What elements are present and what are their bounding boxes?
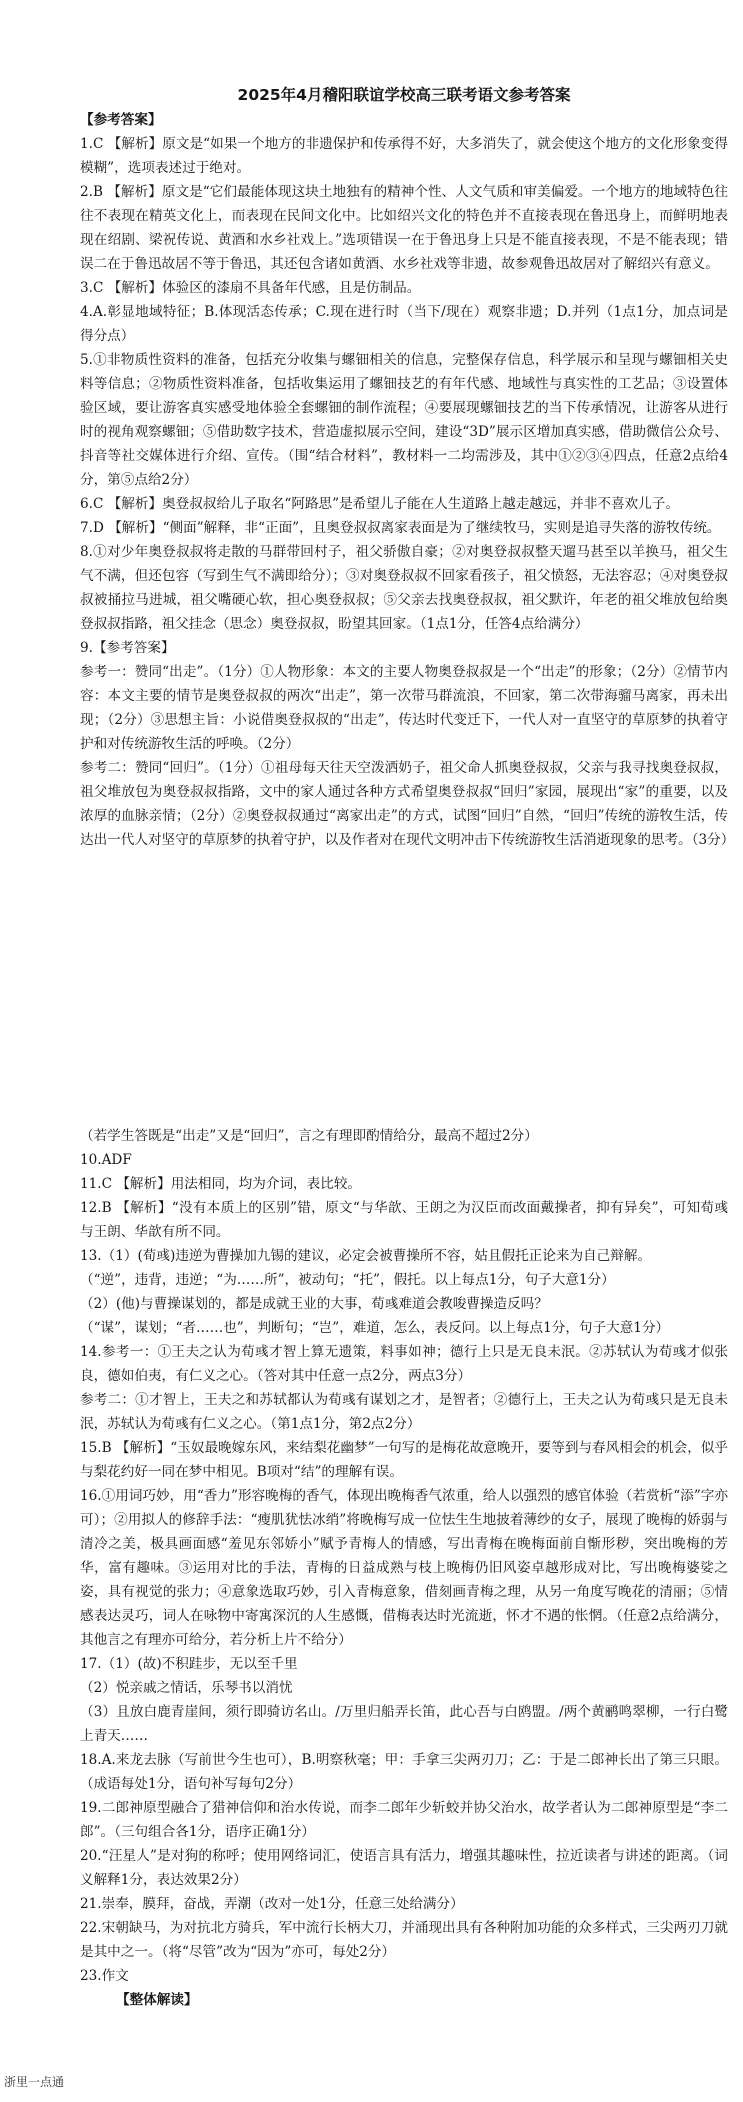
answer-paragraph: 10.ADF <box>80 1152 132 1168</box>
answer-paragraph: （2）(他)与曹操谋划的，都是成就王业的大事，荀彧难道会教唆曹操造反吗？ <box>80 1296 548 1312</box>
answer-paragraph: 11.C 【解析】用法相同，均为介词，表比较。 <box>80 1176 362 1192</box>
answer-paragraph: 8.①对少年奥登叔叔将走散的马群带回村子，祖父骄傲自豪；②对奥登叔叔整天遛马甚至以羊换马，祖父生气不满，但还包容（写到生气不满即给分）；③对奥登叔叔不回家看孩子，祖父愤怒，无法容忍；④对奥登叔叔被捅拉马进城，祖父嘴硬心软，担心奥登叔叔；⑤父亲去找奥登叔叔，祖父默许，年老的祖父堆放包给奥登叔叔指路，祖父挂念（思念）奥登叔叔，盼望其回家。（1点1分，任答4点给满分） <box>80 544 728 632</box>
answer-paragraph: 参考二：①才智上，王夫之和苏轼都认为荀彧有谋划之才，是智者；②德行上，王夫之认为荀彧只是无良未泯，苏轼认为荀彧有仁义之心。（第1点1分，第2点2分） <box>80 1392 728 1432</box>
answer-paragraph: 23.作文 <box>80 1968 129 1984</box>
answer-paragraph: 6.C 【解析】奥登叔叔给儿子取名“阿路思”是希望儿子能在人生道路上越走越远，并非不喜欢儿子。 <box>80 496 679 512</box>
answer-paragraph: 15.B 【解析】“玉奴最晚嫁东风，来结梨花幽梦”一句写的是梅花故意晚开，要等到与春风相会的机会，似乎与梨花约好一同在梦中相见。B项对“结”的理解有误。 <box>80 1440 728 1480</box>
answer-paragraph: 9.【参考答案】 <box>80 640 175 656</box>
answer-paragraph: 5.①非物质性资料的准备，包括充分收集与螺钿相关的信息，完整保存信息，科学展示和呈现与螺钿相关史料等信息；②物质性资料准备，包括收集运用了螺钿技艺的有年代感、地域性与真实性的工艺品；③设置体验区域，要让游客真实感受地体验全套螺钿的制作流程；④要展现螺钿技艺的当下传承情况，让游客从进行时的视角观察螺钿；⑤借助数字技术，营造虚拟展示空间，建设“3D”展示区增加真实感，借助微信公众号、抖音等社交媒体进行介绍、宣传。（围“结合材料”，教材料一二均需涉及，其中①②③④四点，任意2点给4分，第⑤点给2分） <box>80 352 728 488</box>
section-heading: 【整体解读】 <box>116 1992 198 2008</box>
answer-paragraph: （若学生答既是“出走”又是“回归”，言之有理即酌情给分，最高不超过2分） <box>80 1128 538 1144</box>
document-title: 2025年4月稽阳联谊学校高三联考语文参考答案 <box>237 86 571 104</box>
answer-paragraph: 13.（1）(荀彧)违逆为曹操加九锡的建议，必定会被曹操所不容，姑且假托正论来为自己辩解。 <box>80 1248 652 1264</box>
page-2 <box>80 1124 728 2012</box>
answer-paragraph: 20.“汪星人”是对狗的称呼；使用网络词汇，使语言具有活力，增强其趣味性，拉近读者与讲述的距离。（词义解释1分，表达效果2分） <box>80 1848 728 1888</box>
answer-paragraph: （3）且放白鹿青崖间，须行即骑访名山。/万里归船弄长笛，此心吾与白鸥盟。/两个黄鹂鸣翠柳，一行白鹭上青天…… <box>80 1704 728 1744</box>
answer-paragraph: （“谋”，谋划；“者……也”，判断句；“岂”，难道，怎么，表反问。以上每点1分，句子大意1分） <box>80 1320 670 1336</box>
answer-paragraph: 18.A.来龙去脉（写前世今生也可），B.明察秋毫；甲：手拿三尖两刃刀；乙：于是二郎神长出了第三只眼。（成语每处1分，语句补写每句2分） <box>80 1752 728 1792</box>
answer-paragraph: 3.C 【解析】体验区的漆扇不具备年代感，且是仿制品。 <box>80 280 421 296</box>
answer-paragraph: 19.二郎神原型融合了猎神信仰和治水传说，而李二郎年少斩蛟并协父治水，故学者认为二郎神原型是“李二郎”。（三句组合各1分，语序正确1分） <box>80 1800 728 1840</box>
answer-paragraph: 1.C 【解析】原文是“如果一个地方的非遗保护和传承得不好，大多消失了，就会使这个地方的文化形象变得模糊”，选项表述过于绝对。 <box>80 136 728 176</box>
answer-paragraph: （2）悦亲戚之情话，乐琴书以消忧 <box>80 1680 293 1696</box>
answer-paragraph: 14.参考一：①王夫之认为荀彧才智上算无遗策，料事如神；德行上只是无良未泯。②苏轼认为荀彧才似张良，德如伯夷，有仁义之心。（答对其中任意一点2分，两点3分） <box>80 1344 728 1384</box>
answer-paragraph: 参考二：赞同“回归”。（1分）①祖母每天往天空泼洒奶子，祖父命人抓奥登叔叔，父亲与我寻找奥登叔叔，祖父堆放包为奥登叔叔指路，文中的家人通过各种方式希望奥登叔叔“回归”家园，展现出“家”的重要，以及浓厚的血脉亲情；（2分）②奥登叔叔通过“离家出走”的方式，试图“回归”自然，“回归”传统的游牧生活，传达出一代人对坚守的草原梦的执着守护，以及作者对在现代文明冲击下传统游牧生活消逝现象的思考。（3分） <box>80 760 735 848</box>
answer-paragraph: 4.A.彰显地域特征；B.体现活态传承；C.现在进行时（当下/现在）观察非遗；D.并列（1点1分，加点词是得分点） <box>80 304 728 344</box>
answer-paragraph: 7.D 【解析】“侧面”解释，非“正面”，且奥登叔叔离家表面是为了继续牧马，实则是追寻失落的游牧传统。 <box>80 520 721 536</box>
answer-paragraph: 2.B 【解析】原文是“它们最能体现这块土地独有的精神个性、人文气质和审美偏爱。一个地方的地域特色往往不表现在精英文化上，而表现在民间文化中。比如绍兴文化的特色并不直接表现在鲁迅身上，而鲜明地表现在绍剧、梁祝传说、黄酒和水乡社戏上。”选项错误一在于鲁迅身上只是不能直接表现，不是不能表现；错误二在于鲁迅故居不等于鲁迅，其还包含诸如黄酒、水乡社戏等非遗，故参观鲁迅故居对了解绍兴有意义。 <box>80 184 728 272</box>
answer-paragraph: 12.B 【解析】“没有本质上的区别”错，原文“与华歆、王朗之为汉臣而改面戴操者，抑有异矣”，可知荀彧与王朗、华歆有所不同。 <box>80 1200 728 1240</box>
answer-paragraph: 参考一：赞同“出走”。（1分）①人物形象：本文的主要人物奥登叔叔是一个“出走”的形象；（2分）②情节内容：本文主要的情节是奥登叔叔的两次“出走”，第一次带马群流浪，不回家，第二次带海骝马离家，再未出现；（2分）③思想主旨：小说借奥登叔叔的“出走”，传达时代变迁下，一代人对一直坚守的草原梦的执着守护和对传统游牧生活的呼唤。（2分） <box>80 664 728 752</box>
answer-paragraph: （“逆”，违背，违逆；“为……所”，被动句；“托”，假托。以上每点1分，句子大意1分） <box>80 1272 615 1288</box>
section-heading: 【参考答案】 <box>80 112 162 128</box>
answer-paragraph: 17.（1）(故)不积跬步，无以至千里 <box>80 1656 298 1672</box>
page-1 <box>80 82 735 852</box>
answer-paragraph: 16.①用词巧妙，用“香力”形容晚梅的香气，体现出晚梅香气浓重，给人以强烈的感官体验（若赏析“添”字亦可）；②用拟人的修辞手法：“瘦肌犹怯冰绡”将晚梅写成一位怯生生地披着薄纱的女子，展现了晚梅的娇弱与清冷之美，极具画面感“羞见东邻娇小”赋予青梅人的情感，写出青梅在晚梅面前自惭形秽，突出晚梅的芳华，富有趣味。③运用对比的手法，青梅的日益成熟与枝上晚梅仍旧风姿卓越形成对比，写出晚梅婆娑之姿，具有视觉的张力；④意象选取巧妙，引入青梅意象，借刻画青梅之理，从另一角度写晚花的清丽；⑤情感表达灵巧，词人在咏物中寄寓深沉的人生感慨，借梅表达时光流逝，怀才不遇的怅惘。（任意2点给满分，其他言之有理亦可给分，若分析上片不给分） <box>80 1488 728 1648</box>
answer-paragraph: 22.宋朝缺马，为对抗北方骑兵，军中流行长柄大刀，并涌现出具有各种附加功能的众多样式，三尖两刃刀就是其中之一。（将“尽管”改为“因为”亦可，每处2分） <box>80 1920 728 1960</box>
answer-paragraph: 21.崇奉，膜拜，奋战，弄潮（改对一处1分，任意三处给满分） <box>80 1896 464 1912</box>
watermark-text: 浙里一点通 <box>4 2075 65 2089</box>
